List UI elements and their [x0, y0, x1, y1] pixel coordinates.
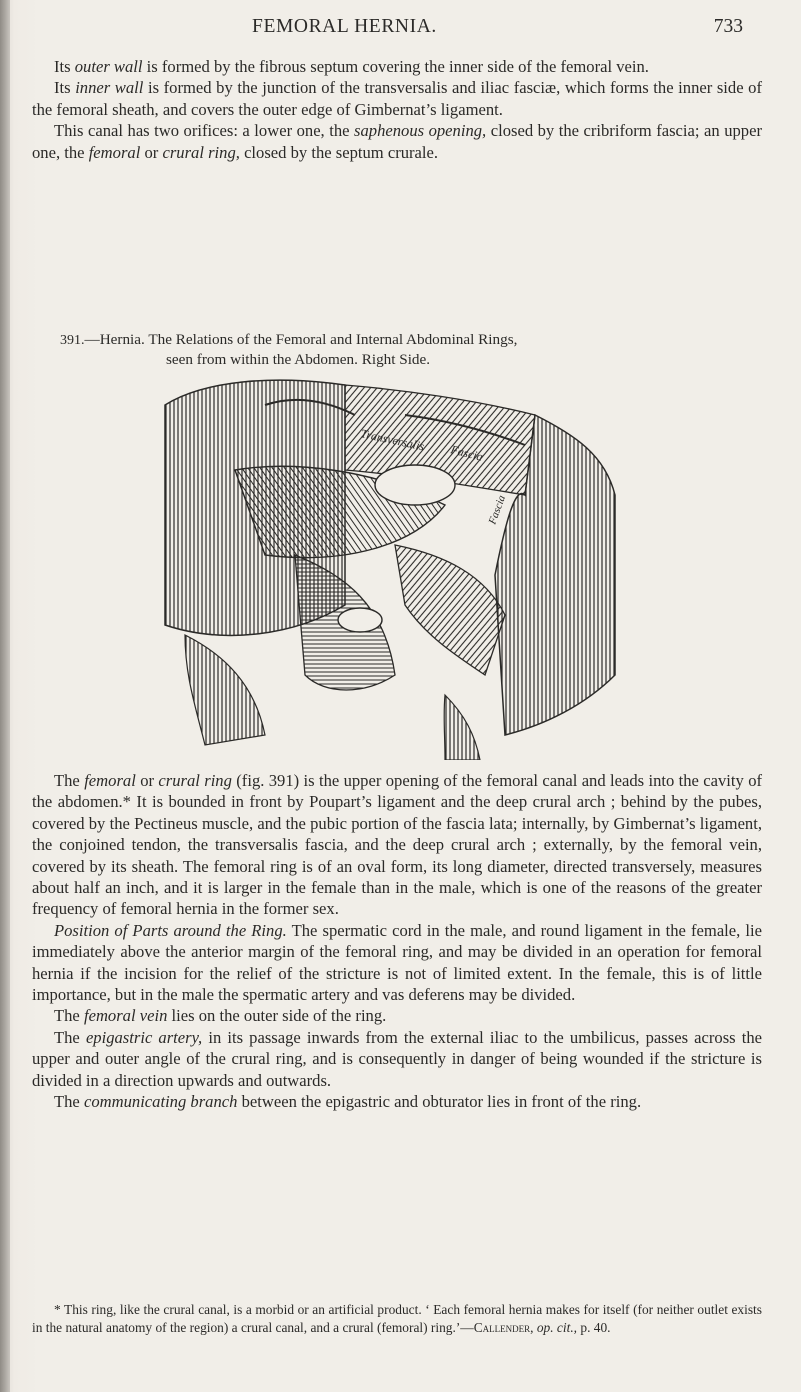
footnote [32, 1301, 762, 1336]
footnote-text: * This ring, like the crural canal, is a morbid or an artificial product. ‘ Each femoral hernia makes for itself (for neither outlet exists in the natural anatomy of the region) a crural canal, and a crural (femoral) ring.’—Callender, op. cit., p. 40. [32, 1302, 762, 1335]
intro-text [32, 56, 762, 163]
figure-caption [60, 330, 740, 369]
caption-line-2: seen from within the Abdomen. Right Side. [166, 351, 431, 368]
page-number: 733 [713, 16, 743, 37]
term-saphenous-opening: saphenous opening, [354, 121, 487, 141]
page-binding-shadow [0, 0, 10, 1392]
femoral-ring-paragraph: The femoral or crural ring (fig. 391) is the upper opening of the femoral canal and leads into the cavity of the abdomen.* It is bounded in front by Poupart’s ligament and the deep crural arch ; behind by the pubes, covered by the Pectineus muscle, and the pubic portion of the fascia lata; internally, by Gimbernat’s ligament, the conjoined tendon, the transversalis fascia, and the deep crural arch ; externally, by the femoral vein, covered by its sheath. The femoral ring is of an oval form, its long diameter, directed transversely, measures about half an inch, and it is larger in the female than in the male, which is one of the reasons of the greater frequency of femoral hernia in the former sex. [32, 771, 763, 919]
term-communicating-branch: communicating branch [83, 1092, 238, 1112]
term-outer-wall: outer wall [74, 57, 143, 76]
communicating-branch-paragraph: The communicating branch between the epigastric and obturator lies in front of the ring. [54, 1092, 642, 1112]
footnote-cite: op. cit., [536, 1319, 578, 1335]
term-crural-ring: crural ring, [162, 142, 240, 162]
position-heading: Position of Parts around the Ring. [54, 920, 287, 940]
term-femoral-ring-1: femoral [84, 771, 136, 790]
figure-label-transversalis: Transversalis [359, 426, 426, 454]
term-inner-wall: inner wall [75, 78, 144, 98]
footnote-author: Callender, [473, 1319, 534, 1335]
main-text [32, 770, 762, 1113]
figure-label-fascia-1: Fascia [449, 442, 485, 464]
term-femoral-vein: femoral vein [83, 1006, 168, 1026]
term-crural-ring-2: crural ring [158, 771, 232, 790]
page-header [0, 10, 801, 40]
figure-label-fascia-2: Fascia [486, 493, 509, 527]
caption-line-1: —Hernia. The Relations of the Femoral and Internal Abdominal Rings, [84, 331, 518, 348]
anatomical-engraving [145, 375, 630, 760]
orifices-paragraph: This canal has two orifices: a lower one, the saphenous opening, closed by the cribriform fascia; an upper one, the femoral or crural ring, closed by the septum crurale. [32, 121, 762, 162]
running-head: FEMORAL HERNIA. [252, 16, 437, 37]
term-femoral: femoral [88, 142, 141, 162]
femoral-vein-paragraph: The femoral vein lies on the outer side of the ring. [54, 1006, 387, 1026]
figure-number: 391. [60, 333, 85, 348]
term-epigastric-artery: epigastric artery, [85, 1027, 203, 1047]
outer-wall-paragraph: Its outer wall is formed by the fibrous septum covering the inner side of the femoral vein. [54, 57, 649, 76]
epigastric-paragraph: The epigastric artery, in its passage inwards from the external iliac to the umbilicus, passes across the upper and outer angle of the crural ring, and is consequently in danger of being wounded if the stricture is divided in a direction upwards and outwards. [32, 1027, 762, 1090]
position-paragraph: Position of Parts around the Ring. The spermatic cord in the male, and round ligament in the female, lie immediately above the anterior margin of the femoral ring, and may be divided in an operation for femoral hernia if the incision for the relief of the stricture is not of limited extent. In the female, this is of little importance, but in the male the spermatic artery and vas deferens may be divided. [32, 920, 762, 1005]
inner-wall-paragraph: Its inner wall is formed by the junction of the transversalis and iliac fasciæ, which forms the inner side of the femoral sheath, and covers the outer edge of Gimbernat’s ligament. [32, 78, 762, 119]
footnote-page: p. 40. [580, 1319, 611, 1335]
